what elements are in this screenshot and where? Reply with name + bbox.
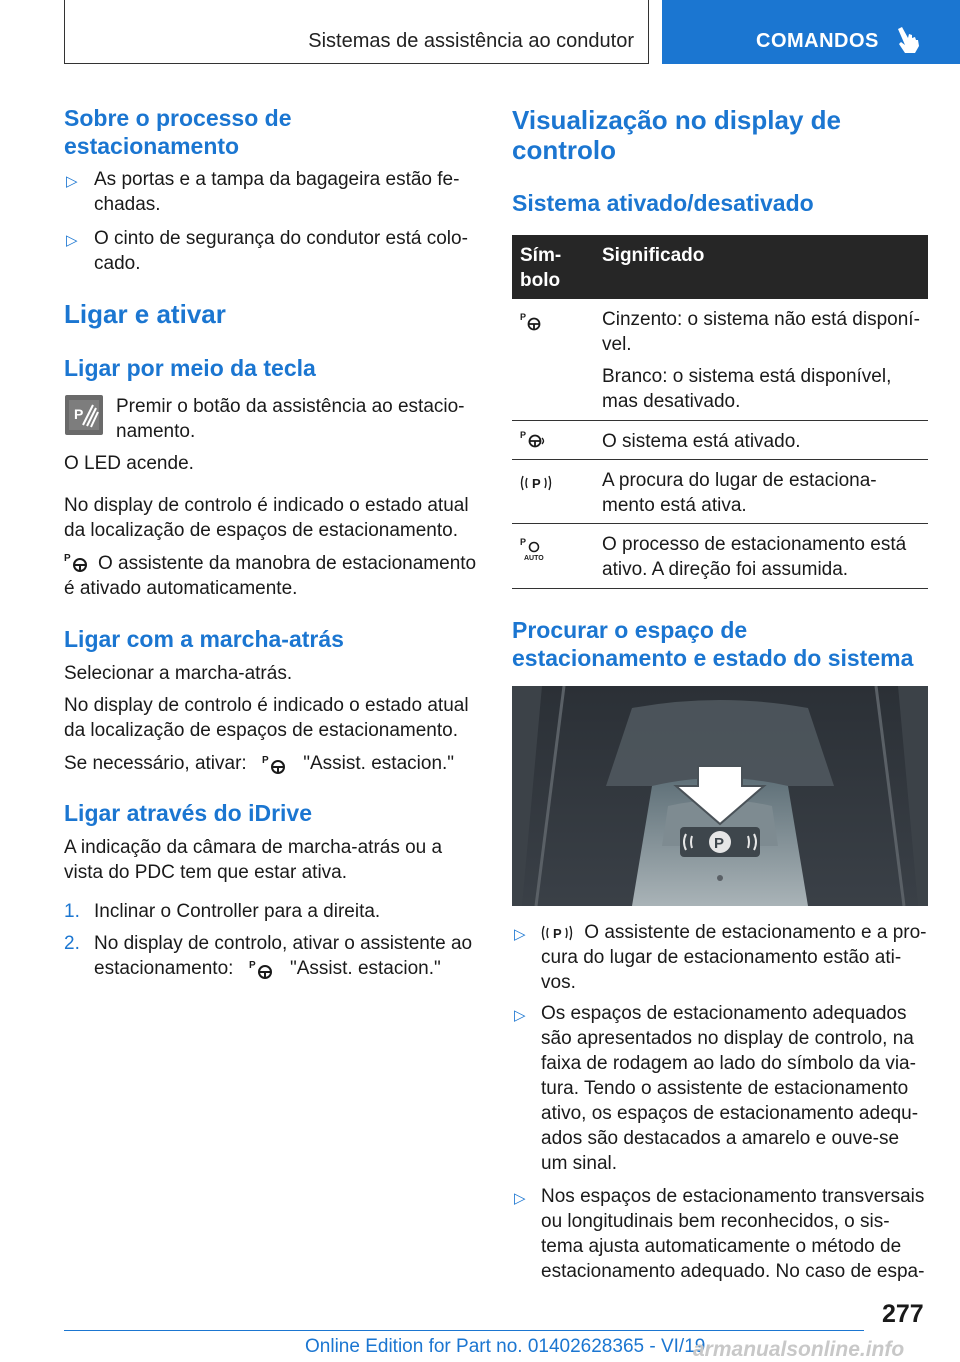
bullet-marker: ▷ xyxy=(514,926,526,943)
right-bullet-3: Nos espaços de estacionamento transversais ou longitudinais bem reconhecidos, o sis‐ tema ajusta automaticamente o método de estacionamento adequado. No caso de espa‐ xyxy=(541,1186,925,1282)
heading-process: Sobre o processo de estacionamento xyxy=(64,105,292,159)
assist-text-line1: O assistente da manobra de estacionamento xyxy=(98,553,477,574)
footer-divider xyxy=(64,1330,864,1331)
table-cell-meaning: Cinzento: o sistema não está disponí‐ vel. Branco: o sistema está disponível, mas desativado. xyxy=(602,309,920,412)
right-bullet-1: P O assistente de estacionamento e a pro‐ cura do lugar de estacionamento estão ati‐ vos. xyxy=(541,922,927,993)
symbol-table xyxy=(512,235,928,589)
display-text-1: No display de controlo é indicado o estado atual da localização de espaços de estacionamento. xyxy=(64,495,469,541)
heading-visualizacao: Visualização no display de controlo xyxy=(512,105,841,165)
footer-edition: Online Edition for Part no. 01402628365 - VI/19 xyxy=(305,1336,706,1357)
park-assist-icon xyxy=(260,753,290,775)
col-meaning-header: Significado xyxy=(602,245,705,266)
svg-text:P: P xyxy=(532,476,541,491)
svg-text:P: P xyxy=(248,959,256,971)
parking-search-icon xyxy=(541,922,575,944)
step-number: 2. xyxy=(64,933,80,954)
step-2-text: No display de controlo, ativar o assistente ao estacionamento: P "Assist. estacion." xyxy=(94,933,473,979)
table-row xyxy=(512,421,928,460)
led-text: O LED acende. xyxy=(64,453,194,474)
heading-ligar-ativar: Ligar e ativar xyxy=(64,299,226,329)
svg-text:P: P xyxy=(520,430,527,440)
park-assist-icon xyxy=(520,311,544,331)
park-assist-button-icon xyxy=(65,395,103,435)
table-header xyxy=(512,235,928,299)
bullet-marker: ▷ xyxy=(66,232,78,249)
header-chapter-title: COMANDOS xyxy=(756,30,879,52)
header-chapter-box xyxy=(662,0,960,64)
idrive-text: A indicação da câmara de marcha-atrás ou a vista do PDC tem que estar ativa. xyxy=(64,837,443,883)
park-assist-icon xyxy=(64,551,92,573)
header-section-title: Sistemas de assistência ao condutor xyxy=(308,30,634,52)
table-row xyxy=(512,524,928,589)
park-auto-icon xyxy=(520,536,548,562)
svg-text:P: P xyxy=(520,537,527,547)
park-assist-active-icon xyxy=(520,429,546,449)
table-cell-meaning: O processo de estacionamento está ativo. A direção foi assumida. xyxy=(602,534,907,580)
svg-text:AUTO: AUTO xyxy=(524,555,544,562)
header-section-box xyxy=(64,0,649,64)
svg-text:P: P xyxy=(74,406,84,422)
parking-search-icon xyxy=(520,472,556,494)
assist-text-line2: é ativado automaticamente. xyxy=(64,578,298,599)
process-bullet-2: O cinto de segurança do condutor está colo‐ cado. xyxy=(94,228,468,274)
table-cell-meaning: O sistema está ativado. xyxy=(602,431,801,452)
display-text-2: No display de controlo é indicado o estado atual da localização de espaços de estacionamento. xyxy=(64,695,469,741)
svg-text:P: P xyxy=(520,312,527,322)
right-bullet-2: Os espaços de estacionamento adequados são apresentados no display de controlo, na faixa de rodagem ao lado do símbolo da via‐ tura. Tendo o assistente de estacionamento ativo, os espaços de estacionamento adequ‐ ados são destacados a amarelo e ouve-se um sinal. xyxy=(541,1003,919,1174)
col-symbol-header: Sím‐ bolo xyxy=(520,245,562,291)
svg-text:P: P xyxy=(553,925,562,941)
table-row xyxy=(512,299,928,421)
table-row xyxy=(512,460,928,524)
step-number: 1. xyxy=(64,901,80,922)
step-1-text: Inclinar o Controller para a direita. xyxy=(94,901,381,922)
parking-display-image xyxy=(512,686,928,906)
bullet-marker: ▷ xyxy=(514,1007,526,1024)
svg-text:P: P xyxy=(714,835,725,852)
process-bullet-1: As portas e a tampa da bagageira estão fe‐ chadas. xyxy=(94,169,460,215)
park-assist-icon xyxy=(247,958,277,980)
pointing-hand-icon xyxy=(894,26,920,54)
bullet-marker: ▷ xyxy=(66,173,78,190)
svg-text:P: P xyxy=(261,754,269,766)
heading-marcha-atras: Ligar com a marcha-atrás xyxy=(64,626,344,652)
page-number: 277 xyxy=(882,1300,924,1328)
tecla-text: Premir o botão da assistência ao estacio‐ namento. xyxy=(116,396,465,442)
heading-procurar: Procurar o espaço de estacionamento e estado do sistema xyxy=(512,617,914,671)
heading-ligar-tecla: Ligar por meio da tecla xyxy=(64,355,316,381)
table-cell-meaning: A procura do lugar de estaciona‐ mento está ativa. xyxy=(602,470,877,516)
marcha-select-text: Selecionar a marcha-atrás. xyxy=(64,663,293,684)
heading-sistema: Sistema ativado/desativado xyxy=(512,190,814,216)
svg-text:P: P xyxy=(64,553,71,564)
watermark: armanualsonline.info xyxy=(693,1338,905,1361)
heading-idrive: Ligar através do iDrive xyxy=(64,800,312,826)
bullet-marker: ▷ xyxy=(514,1190,526,1207)
se-necessario-text: Se necessário, ativar: P "Assist. estacion." xyxy=(64,753,455,774)
